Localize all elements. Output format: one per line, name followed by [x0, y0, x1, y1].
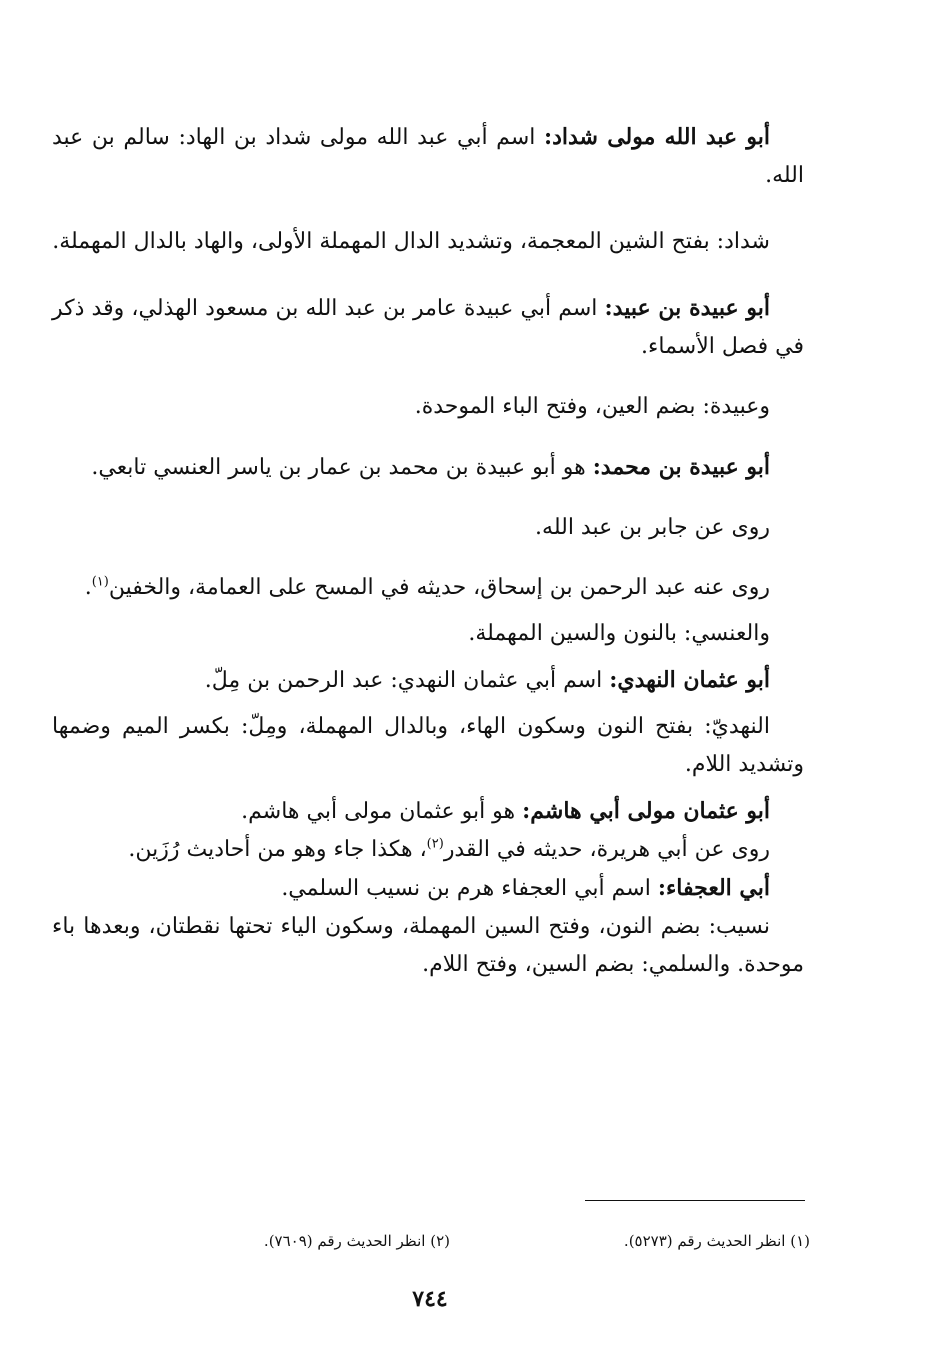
entry-term: أبو عثمان النهدي:: [609, 667, 770, 693]
footnote-2: (٢) انظر الحديث رقم (٧٦٠٩).: [263, 1232, 450, 1250]
entry-text: والعنسي: بالنون والسين المهملة.: [468, 621, 770, 646]
entry-text: اسم أبي عثمان النهدي: عبد الرحمن بن مِلّ.: [204, 668, 610, 693]
page-body: [52, 118, 804, 984]
entry-nahdi-note: [52, 708, 804, 784]
entry-term: أبو عثمان مولى أبي هاشم:: [522, 798, 770, 824]
entry-term: أبو عبد الله مولى شداد:: [543, 124, 770, 150]
entry-ubayda-note: [52, 388, 804, 426]
entry-text: شداد: بفتح الشين المعجمة، وتشديد الدال المهملة الأولى، والهاد بالدال المهملة.: [52, 229, 770, 254]
entry-shaddad-note: [52, 223, 804, 261]
entry-ansi-note: [52, 615, 804, 653]
footnotes: [150, 1232, 810, 1262]
footnote-divider: [585, 1200, 805, 1201]
entry-text: اسم أبي عبيدة عامر بن عبد الله بن مسعود الهذلي، وقد ذكر في فصل الأسماء.: [52, 296, 804, 359]
entry-abu-uthman-nahdi: [52, 661, 804, 700]
entry-text: نسيب: بضم النون، وفتح السين المهملة، وسكون الياء تحتها نقطتان، وبعدها باء موحدة. والسلمي: بضم السين، وفتح اللام.: [52, 914, 804, 977]
entry-text: اسم أبي عبد الله مولى شداد بن الهاد: سالم بن عبد الله.: [52, 125, 804, 188]
entry-text-after: ، هكذا جاء وهو من أحاديث رُزَين.: [128, 837, 427, 862]
entry-abu-ubayda-muhammad: [52, 448, 804, 487]
entry-term: أبي العجفاء:: [657, 875, 770, 901]
entry-narrated-from-abu-hurayra: [52, 831, 804, 869]
entry-text: روى عن أبي هريرة، حديثه في القدر: [443, 837, 770, 862]
entry-text: هو أبو عثمان مولى أبي هاشم.: [241, 799, 523, 824]
entry-nusayb-note: [52, 908, 804, 984]
entry-abu-ubayda-ubayd: [52, 289, 804, 366]
entry-term: أبو عبيدة بن عبيد:: [604, 295, 770, 321]
footnote-ref-1[interactable]: (١): [91, 574, 109, 590]
entry-text: روى عنه عبد الرحمن بن إسحاق، حديثه في المسح على العمامة، والخفين: [108, 575, 770, 600]
footnote-ref-2[interactable]: (٢): [426, 836, 444, 852]
entry-text: النهديّ: بفتح النون وسكون الهاء، وبالدال المهملة، ومِلّ: بكسر الميم وضمها وتشديد اللام.: [52, 714, 804, 777]
entry-abi-al-ajfa: [52, 869, 804, 908]
entry-term: أبو عبيدة بن محمد:: [592, 454, 770, 480]
entry-narrated-by-abdulrahman: [52, 569, 804, 607]
entry-text: وعبيدة: بضم العين، وفتح الباء الموحدة.: [414, 394, 770, 419]
entry-text: روى عن جابر بن عبد الله.: [535, 515, 770, 540]
entry-narrated-from-jabir: [52, 509, 804, 547]
page-number: ٧٤٤: [412, 1286, 448, 1312]
entry-text: اسم أبي العجفاء هرم بن نسيب السلمي.: [281, 876, 658, 901]
entry-text: هو أبو عبيدة بن محمد بن عمار بن ياسر العنسي تابعي.: [91, 455, 593, 480]
entry-abu-uthman-abi-hashim: [52, 792, 804, 831]
entry-text-after: .: [84, 575, 92, 600]
entry-abu-abdullah: [52, 118, 804, 195]
footnote-1: (١) انظر الحديث رقم (٥٢٧٣).: [623, 1232, 810, 1250]
